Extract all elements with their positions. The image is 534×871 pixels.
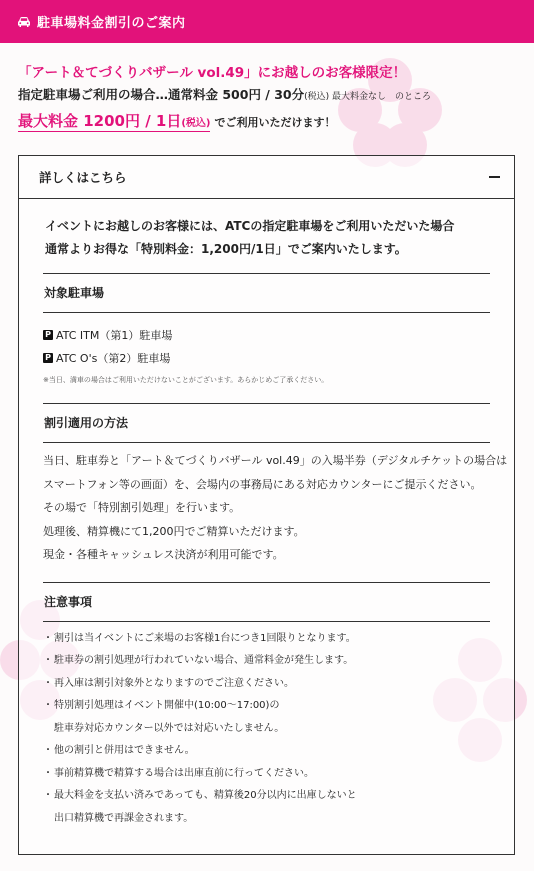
parking-section bbox=[43, 273, 490, 385]
page-header bbox=[0, 0, 534, 43]
list-item-continued: 駐車券対応カウンター以外では対応いたしません。 bbox=[54, 722, 285, 734]
details-accordion bbox=[18, 155, 515, 855]
list-item: ・他の割引と併用はできません。 bbox=[43, 745, 195, 756]
page-title: 駐車場料金割引のご案内 bbox=[37, 16, 186, 31]
list-item: ・最大料金を支払い済みであっても、精算後20分以内に出庫しないと bbox=[43, 790, 357, 801]
parking-p-icon: P bbox=[43, 353, 53, 363]
lead-text: イベントにお越しのお客様には、ATCの指定駐車場をご利用いただいた場合 通常よりお得な「特別料金：1,200円/1日」でご案内いたします。 bbox=[45, 219, 455, 256]
parking-p-icon: P bbox=[43, 330, 53, 340]
parking-note: ※当日、満車の場合はご利用いただけないことがございます。あらかじめご了承ください。 bbox=[43, 376, 329, 384]
parking-item: P ATC O's（第2）駐車場 bbox=[43, 346, 490, 369]
section-title-method: 割引適用の方法 bbox=[43, 403, 490, 443]
accordion-toggle[interactable] bbox=[19, 156, 514, 199]
event-limited-headline: 「アート＆てづくりバザール vol.49」にお越しのお客様限定！ bbox=[18, 65, 407, 81]
regular-fee-text: 指定駐車場ご利用の場合…通常料金 500円 / 30分(税込) 最大料金なし のところ bbox=[18, 87, 431, 102]
max-fee-text: 最大料金 1200円 / 1日(税込) でご利用いただけます！ bbox=[18, 112, 336, 130]
collapse-minus-icon[interactable] bbox=[489, 176, 500, 178]
section-title-notes: 注意事項 bbox=[43, 582, 490, 622]
list-item: ・再入庫は割引対象外となりますのでご注意ください。 bbox=[43, 677, 294, 689]
notes-list bbox=[43, 628, 490, 831]
section-title-parking: 対象駐車場 bbox=[43, 273, 490, 313]
list-item: ・特別割引処理はイベント開催中(10:00〜17:00)の bbox=[43, 700, 280, 711]
accordion-label: 詳しくはこちら bbox=[39, 170, 127, 185]
list-item: ・割引は当イベントにご来場のお客様1台につき1回限りとなります。 bbox=[43, 632, 356, 644]
car-icon bbox=[17, 16, 31, 28]
notes-section bbox=[43, 582, 490, 831]
intro-block bbox=[18, 62, 528, 134]
method-section bbox=[43, 403, 508, 567]
list-item: ・事前精算機で精算する場合は出庫直前に行ってください。 bbox=[43, 767, 314, 779]
list-item: ・駐車券の割引処理が行われていない場合、通常料金が発生します。 bbox=[43, 655, 354, 666]
method-text: 当日、駐車券と「アート＆てづくりバザール vol.49」の入場半券（デジタルチケットの場合は スマートフォン等の画面）を、会場内の事務局にある対応カウンターにご提示ください。 その場で「特別割引処理」を行います。 処理後、精算機にて1,200円でご精算いただけます。 現金・各種キャッシュレス決済が利用可能です。 bbox=[43, 454, 508, 561]
accordion-body bbox=[19, 215, 514, 830]
list-item-continued: 出口精算機で再課金されます。 bbox=[54, 812, 194, 824]
parking-item: P ATC ITM（第1）駐車場 bbox=[43, 323, 490, 346]
max-fee-highlight: 最大料金 1200円 / 1日(税込) bbox=[18, 112, 211, 130]
